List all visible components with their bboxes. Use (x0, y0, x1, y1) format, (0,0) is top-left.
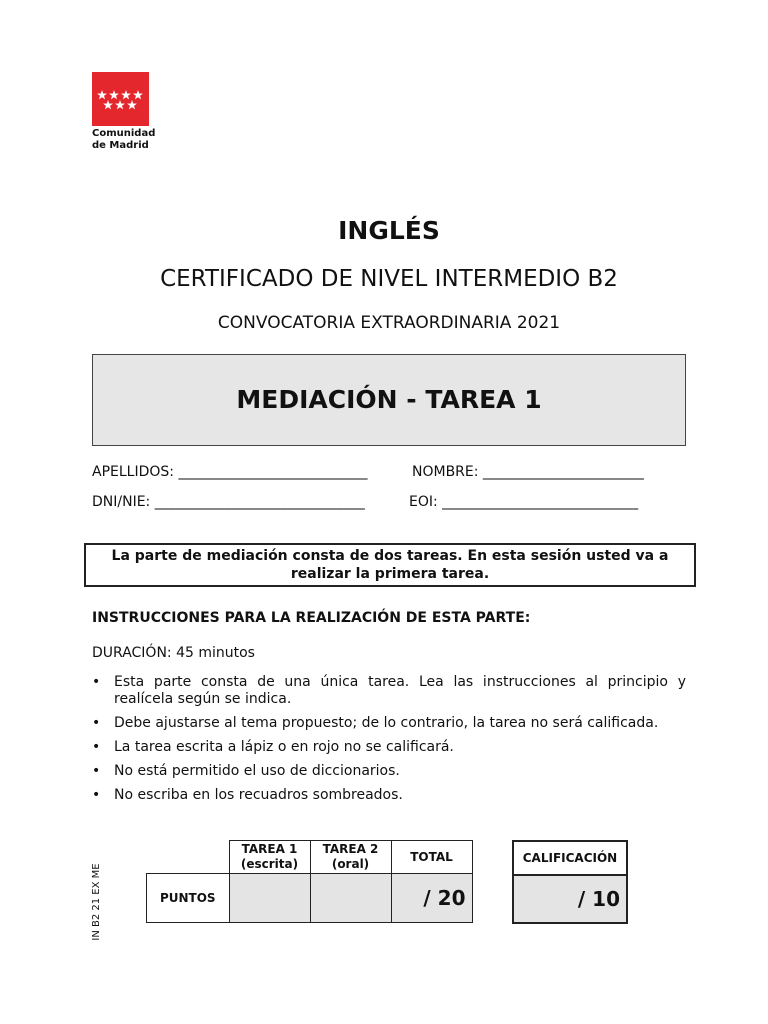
duration-text: DURACIÓN: 45 minutos (92, 645, 255, 661)
session-title: CONVOCATORIA EXTRAORDINARIA 2021 (217, 313, 561, 333)
calificacion-header: CALIFICACIÓN (513, 841, 627, 875)
bullet-icon: • (92, 787, 101, 803)
list-item (92, 763, 686, 780)
logo-line1: Comunidad (92, 128, 156, 139)
logo-line2: de Madrid (92, 140, 149, 151)
rule-text: Esta parte consta de una única tarea. Lea las instrucciones al principio y realícela según se indica. (114, 674, 686, 707)
bullet-icon: • (92, 763, 101, 779)
tarea2-score-cell (310, 874, 391, 923)
scores-table (146, 840, 473, 923)
subject-title: INGLÉS (338, 216, 440, 245)
puntos-label: PUNTOS (147, 874, 230, 923)
calificacion-table (512, 840, 628, 924)
tarea1-score-cell (229, 874, 310, 923)
rule-text: La tarea escrita a lápiz o en rojo no se calificará. (114, 739, 454, 755)
eoi-field[interactable]: EOI: ____________________________ (409, 494, 639, 510)
rule-text: Debe ajustarse al tema propuesto; de lo contrario, la tarea no será calificada. (114, 715, 659, 731)
apellidos-field[interactable]: APELLIDOS: ___________________________ (92, 464, 368, 480)
list-item (92, 674, 686, 708)
rules-list (92, 674, 686, 811)
certificate-title: CERTIFICADO DE NIVEL INTERMEDIO B2 (160, 266, 618, 292)
exam-code: IN B2 21 EX ME (91, 863, 102, 941)
instructions-title: INSTRUCCIONES PARA LA REALIZACIÓN DE ESTA PARTE: (92, 610, 531, 626)
task-title-box (92, 354, 686, 446)
bullet-icon: • (92, 715, 101, 731)
rule-text: No escriba en los recuadros sombreados. (114, 787, 403, 803)
list-item (92, 715, 686, 732)
calificacion-score: / 10 (513, 875, 627, 923)
bullet-icon: • (92, 674, 101, 690)
note-text: La parte de mediación consta de dos tareas. En esta sesión usted va a realizar la primera tarea. (111, 548, 669, 582)
dni-field[interactable]: DNI/NIE: ______________________________ (92, 494, 365, 510)
star-icon (97, 90, 143, 109)
task-title: MEDIACIÓN - TAREA 1 (236, 385, 542, 414)
total-header: TOTAL (391, 841, 472, 874)
comunidad-de-madrid-logo (92, 72, 149, 126)
rule-text: No está permitido el uso de diccionarios. (114, 763, 400, 779)
total-score: / 20 (391, 874, 472, 923)
empty-cell (147, 841, 230, 874)
nombre-field[interactable]: NOMBRE: _______________________ (412, 464, 644, 480)
tarea2-header: TAREA 2 (oral) (310, 841, 391, 874)
list-item (92, 787, 686, 804)
bullet-icon: • (92, 739, 101, 755)
tarea1-header: TAREA 1 (escrita) (229, 841, 310, 874)
logo-text (92, 128, 155, 152)
note-box (84, 543, 696, 587)
list-item (92, 739, 686, 756)
